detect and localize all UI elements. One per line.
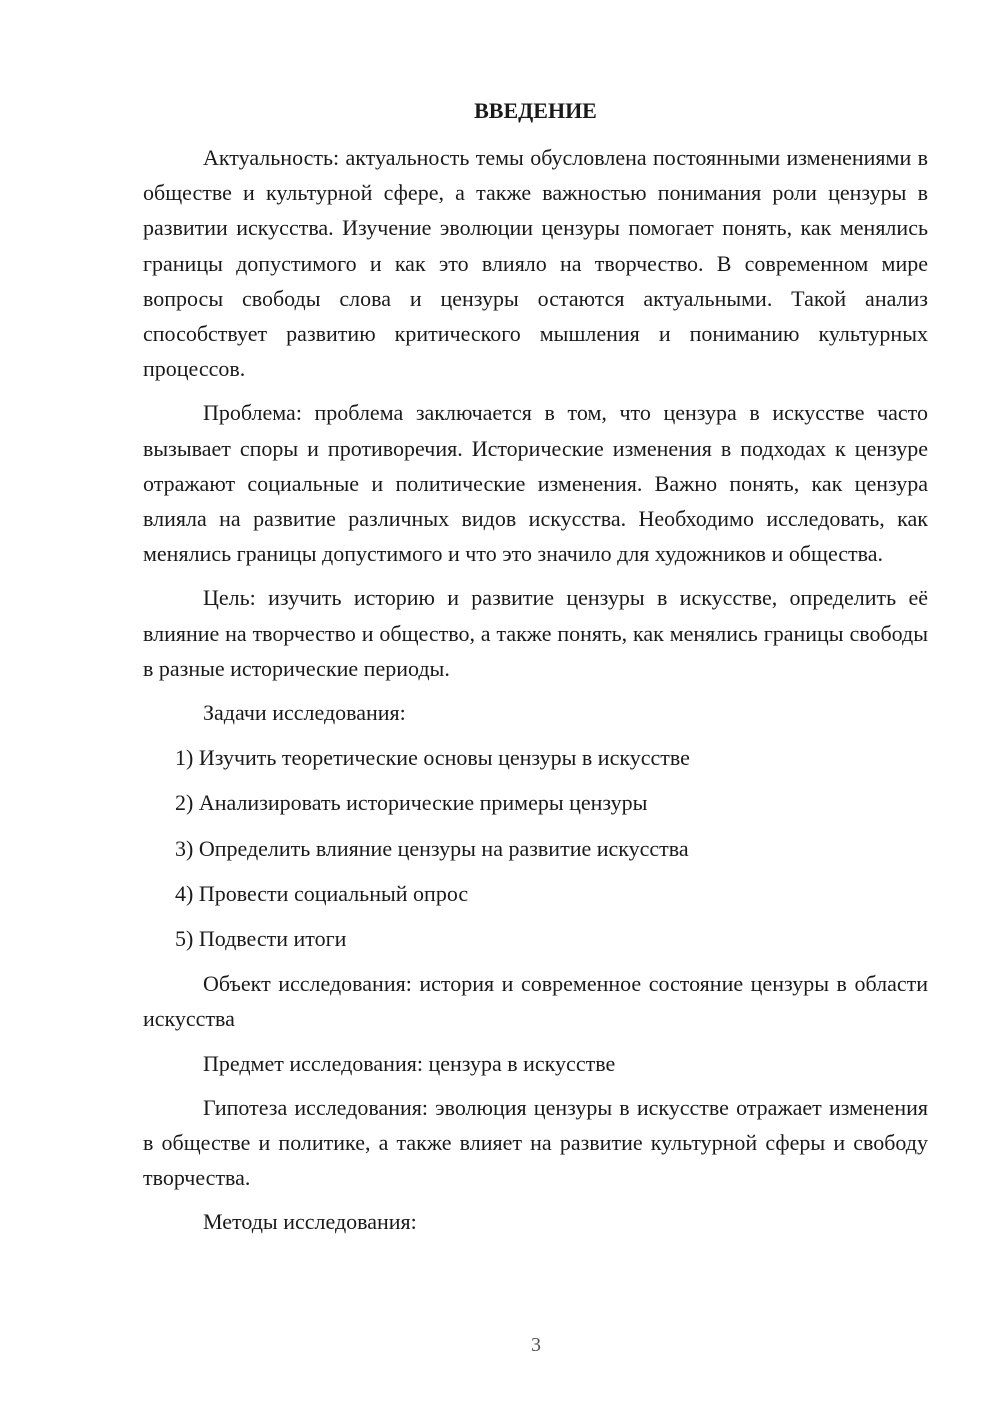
methods-heading: Методы исследования:: [203, 1209, 417, 1235]
paragraph-subject: Предмет исследования: цензура в искусстве: [203, 1050, 616, 1076]
paragraph-problem: Проблема: проблема заключается в том, что цензура в искусстве часто вызывает споры и противоречия. Исторические изменения в подходах к цензуре отражают социальные и политические изменения. Важно понять, как цензура влияла на развитие различных видов искусства. Необходимо исследовать, как менялись границы допустимого и что это значило для художников и общества.: [143, 400, 928, 567]
paragraph-goal: Цель: изучить историю и развитие цензуры в искусстве, определить её влияние на творчество и общество, а также понять, как менялись границы свободы в разные исторические периоды.: [143, 585, 928, 681]
tasks-heading: Задачи исследования:: [203, 700, 406, 726]
page-content: [143, 96, 928, 1250]
list-item: 5) Подвести итоги: [175, 926, 347, 952]
page-number: 3: [531, 1334, 541, 1356]
paragraph-object: Объект исследования: история и современное состояние цензуры в области искусства: [143, 971, 928, 1032]
list-item: 2) Анализировать исторические примеры цензуры: [175, 790, 648, 816]
section-title: ВВЕДЕНИЕ: [474, 98, 597, 123]
list-item: 1) Изучить теоретические основы цензуры в искусстве: [175, 745, 690, 771]
list-item: 4) Провести социальный опрос: [175, 880, 469, 906]
paragraph-hypothesis: Гипотеза исследования: эволюция цензуры в искусстве отражает изменения в обществе и политике, а также влияет на развитие культурной сферы и свободу творчества.: [143, 1094, 928, 1191]
list-item: 3) Определить влияние цензуры на развитие искусства: [175, 835, 689, 861]
tasks-list: [143, 740, 928, 956]
paragraph-relevance: Актуальность: актуальность темы обусловлена постоянными изменениями в обществе и культурной сфере, а также важностью понимания роли цензуры в развитии искусства. Изучение эволюции цензуры помогает понять, как менялись границы допустимого и как это влияло на творчество. В современном мире вопросы свободы слова и цензуры остаются актуальными. Такой анализ способствует развитию критического мышления и пониманию культурных процессов.: [143, 145, 928, 382]
